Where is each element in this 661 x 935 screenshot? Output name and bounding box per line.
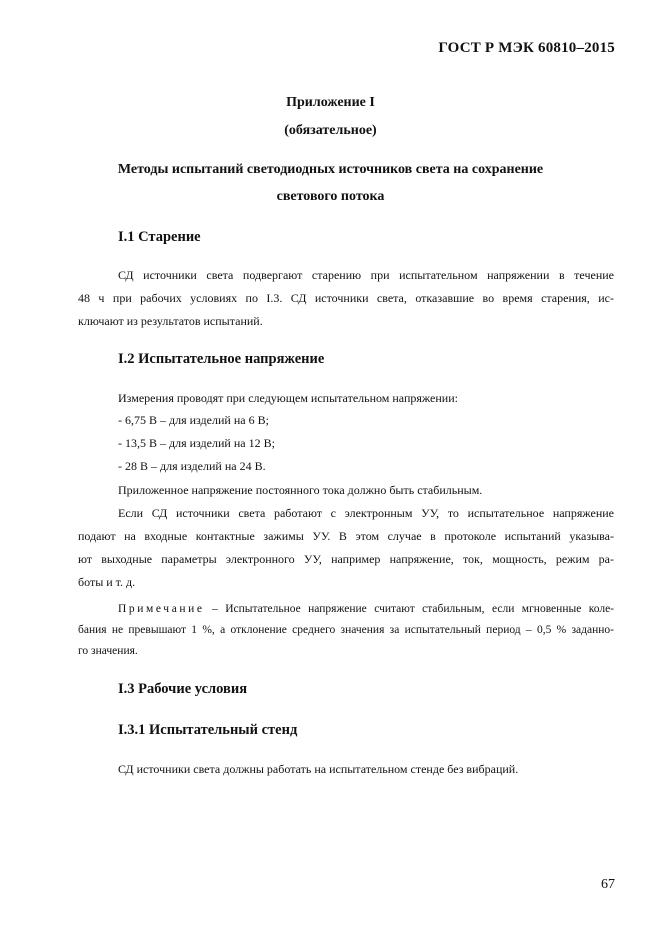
electronic-control-paragraph [78,502,614,594]
appendix-heading-line-1: Методы испытаний светодиодных источников света на сохранение [117,162,544,177]
note-text: – Испытательное напряжение считают стабильным, если мгновенные коле- [204,603,614,615]
paragraph-line: го значения. [78,645,138,657]
note-label: Примечание [118,603,205,615]
paragraph-line: Если СД источники света работают с электронным УУ, то испытательное напряжение [118,506,614,520]
list-item: - 6,75 В – для изделий на 6 В; [118,413,269,427]
note-line-1 [78,599,614,620]
appendix-heading-line-2: светового потока [276,189,385,204]
paragraph-line: боты и т. д. [78,575,136,589]
voltage-intro: Измерения проводят при следующем испытательном напряжении: [118,391,458,405]
note-paragraph [78,599,614,662]
subsection-heading-test-stand: I.3.1 Испытательный стенд [118,722,298,738]
appendix-status: (обязательное) [284,123,377,138]
paragraph-line: СД источники света подвергают старению при испытательном напряжении в течение [118,268,614,282]
section-heading-operating-conditions: I.3 Рабочие условия [118,681,248,697]
stable-voltage-text: Приложенное напряжение постоянного тока должно быть стабильным. [118,483,483,497]
list-item: - 28 В – для изделий на 24 В. [118,459,266,473]
appendix-title: Приложение I [286,95,375,110]
list-item: - 13,5 В – для изделий на 12 В; [118,436,275,450]
paragraph-line: ключают из результатов испытаний. [78,314,263,328]
test-stand-text: СД источники света должны работать на испытательном стенде без вибраций. [118,762,519,776]
section-heading-test-voltage: I.2 Испытательное напряжение [118,351,325,367]
paragraph-line: подают на входные контактные зажимы УУ. В этом случае в протоколе испытаний указыва- [78,529,614,543]
standard-code-header: ГОСТ Р МЭК 60810–2015 [438,40,615,56]
page-number: 67 [601,877,615,892]
section-heading-aging: I.1 Старение [118,229,201,245]
paragraph-line: ют выходные параметры электронного УУ, например напряжение, ток, мощность, режим ра- [78,552,614,566]
aging-paragraph [78,264,614,333]
paragraph-line: 48 ч при рабочих условиях по I.3. СД источники света, отказавшие во время старения, ис- [78,291,614,305]
paragraph-line: бания не превышают 1 %, а отклонение среднего значения за испытательный период – 0,5 % заданно- [78,624,614,636]
